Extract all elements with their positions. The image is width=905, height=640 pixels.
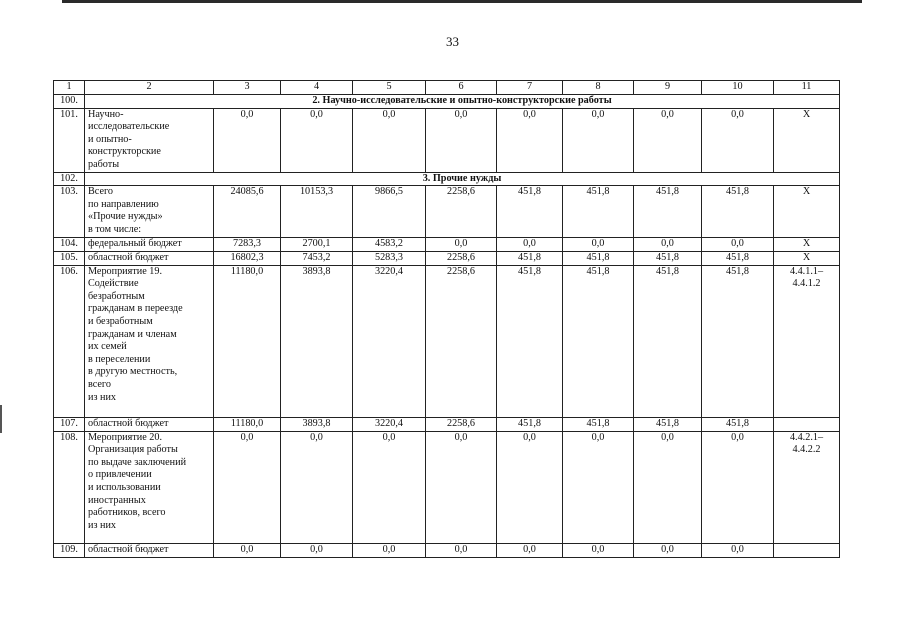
code-cell: [774, 543, 840, 557]
value-cell-col3: 7283,3: [214, 237, 281, 251]
value-cell-col9: 451,8: [634, 265, 702, 417]
header-cell-11: 11: [774, 81, 840, 95]
value-cell-col8: 451,8: [563, 251, 634, 265]
table-header-row: [54, 81, 840, 95]
page-number: 33: [446, 34, 459, 49]
value-cell-col5: 0,0: [353, 431, 426, 543]
value-cell-col8: 0,0: [563, 108, 634, 172]
value-cell-col10: 0,0: [702, 431, 774, 543]
row-label: Всего по направлению «Прочие нужды» в том числе:: [85, 186, 214, 237]
row-label: федеральный бюджет: [85, 237, 214, 251]
row-number: 109.: [54, 543, 85, 557]
table-row: [54, 251, 840, 265]
value-cell-col8: 0,0: [563, 431, 634, 543]
value-cell-col6: 2258,6: [426, 417, 497, 431]
table-row: [54, 237, 840, 251]
table-row: [54, 417, 840, 431]
budget-table: [53, 80, 840, 558]
value-cell-col7: 451,8: [497, 417, 563, 431]
value-cell-col3: 0,0: [214, 431, 281, 543]
value-cell-col6: 0,0: [426, 543, 497, 557]
header-cell-6: 6: [426, 81, 497, 95]
value-cell-col8: 451,8: [563, 417, 634, 431]
value-cell-col10: 0,0: [702, 543, 774, 557]
section-title: 2. Научно-исследовательские и опытно-конструкторские работы: [85, 94, 840, 108]
row-label: областной бюджет: [85, 543, 214, 557]
value-cell-col9: 451,8: [634, 417, 702, 431]
value-cell-col10: 451,8: [702, 417, 774, 431]
header-cell-9: 9: [634, 81, 702, 95]
value-cell-col8: 0,0: [563, 543, 634, 557]
header-cell-5: 5: [353, 81, 426, 95]
row-number: 106.: [54, 265, 85, 417]
value-cell-col5: 3220,4: [353, 417, 426, 431]
row-number: 101.: [54, 108, 85, 172]
value-cell-col7: 451,8: [497, 251, 563, 265]
value-cell-col4: 7453,2: [281, 251, 353, 265]
value-cell-col3: 16802,3: [214, 251, 281, 265]
value-cell-col6: 0,0: [426, 237, 497, 251]
header-cell-2: 2: [85, 81, 214, 95]
value-cell-col9: 0,0: [634, 108, 702, 172]
value-cell-col3: 24085,6: [214, 186, 281, 237]
value-cell-col3: 11180,0: [214, 417, 281, 431]
value-cell-col3: 11180,0: [214, 265, 281, 417]
value-cell-col5: 5283,3: [353, 251, 426, 265]
value-cell-col3: 0,0: [214, 108, 281, 172]
value-cell-col5: 3220,4: [353, 265, 426, 417]
table-row: [54, 543, 840, 557]
row-number: 104.: [54, 237, 85, 251]
code-cell: Х: [774, 237, 840, 251]
table-body: [54, 81, 840, 558]
value-cell-col9: 0,0: [634, 237, 702, 251]
value-cell-col3: 0,0: [214, 543, 281, 557]
row-label: Мероприятие 19. Содействие безработным гражданам в переезде и безработным гражданам и членам их семей в переселении в другую местность, всего из них: [85, 265, 214, 417]
table-row: [54, 265, 840, 417]
value-cell-col9: 451,8: [634, 186, 702, 237]
row-number: 105.: [54, 251, 85, 265]
value-cell-col6: 2258,6: [426, 265, 497, 417]
value-cell-col6: 2258,6: [426, 186, 497, 237]
value-cell-col4: 2700,1: [281, 237, 353, 251]
value-cell-col8: 451,8: [563, 186, 634, 237]
row-number: 107.: [54, 417, 85, 431]
value-cell-col7: 451,8: [497, 186, 563, 237]
code-cell: 4.4.1.1– 4.4.1.2: [774, 265, 840, 417]
value-cell-col10: 0,0: [702, 108, 774, 172]
section-title: 3. Прочие нужды: [85, 172, 840, 186]
value-cell-col9: 0,0: [634, 431, 702, 543]
top-border-line: [62, 0, 862, 3]
table-row: [54, 186, 840, 237]
value-cell-col10: 451,8: [702, 265, 774, 417]
row-label: Научно- исследовательские и опытно- конструкторские работы: [85, 108, 214, 172]
header-cell-4: 4: [281, 81, 353, 95]
value-cell-col10: 451,8: [702, 186, 774, 237]
table-row: [54, 431, 840, 543]
value-cell-col5: 0,0: [353, 543, 426, 557]
header-cell-7: 7: [497, 81, 563, 95]
value-cell-col5: 0,0: [353, 108, 426, 172]
value-cell-col8: 451,8: [563, 265, 634, 417]
value-cell-col6: 0,0: [426, 108, 497, 172]
value-cell-col4: 0,0: [281, 543, 353, 557]
row-number: 108.: [54, 431, 85, 543]
value-cell-col9: 0,0: [634, 543, 702, 557]
table-row: [54, 108, 840, 172]
value-cell-col4: 0,0: [281, 431, 353, 543]
value-cell-col7: 451,8: [497, 265, 563, 417]
value-cell-col5: 9866,5: [353, 186, 426, 237]
section-row: [54, 94, 840, 108]
row-label: областной бюджет: [85, 251, 214, 265]
scan-edge-mark: [0, 405, 2, 433]
code-cell: [774, 417, 840, 431]
row-number: 102.: [54, 172, 85, 186]
code-cell: Х: [774, 251, 840, 265]
value-cell-col6: 2258,6: [426, 251, 497, 265]
value-cell-col4: 3893,8: [281, 265, 353, 417]
row-number: 100.: [54, 94, 85, 108]
value-cell-col8: 0,0: [563, 237, 634, 251]
header-cell-3: 3: [214, 81, 281, 95]
row-label: Мероприятие 20. Организация работы по выдаче заключений о привлечении и использовании иностранных работников, всего из них: [85, 431, 214, 543]
value-cell-col4: 10153,3: [281, 186, 353, 237]
value-cell-col10: 451,8: [702, 251, 774, 265]
header-cell-10: 10: [702, 81, 774, 95]
value-cell-col4: 0,0: [281, 108, 353, 172]
header-cell-1: 1: [54, 81, 85, 95]
header-cell-8: 8: [563, 81, 634, 95]
value-cell-col4: 3893,8: [281, 417, 353, 431]
value-cell-col9: 451,8: [634, 251, 702, 265]
value-cell-col6: 0,0: [426, 431, 497, 543]
section-row: [54, 172, 840, 186]
value-cell-col7: 0,0: [497, 237, 563, 251]
value-cell-col7: 0,0: [497, 431, 563, 543]
value-cell-col10: 0,0: [702, 237, 774, 251]
row-label: областной бюджет: [85, 417, 214, 431]
value-cell-col7: 0,0: [497, 543, 563, 557]
value-cell-col7: 0,0: [497, 108, 563, 172]
row-number: 103.: [54, 186, 85, 237]
value-cell-col5: 4583,2: [353, 237, 426, 251]
code-cell: Х: [774, 108, 840, 172]
code-cell: Х: [774, 186, 840, 237]
code-cell: 4.4.2.1– 4.4.2.2: [774, 431, 840, 543]
